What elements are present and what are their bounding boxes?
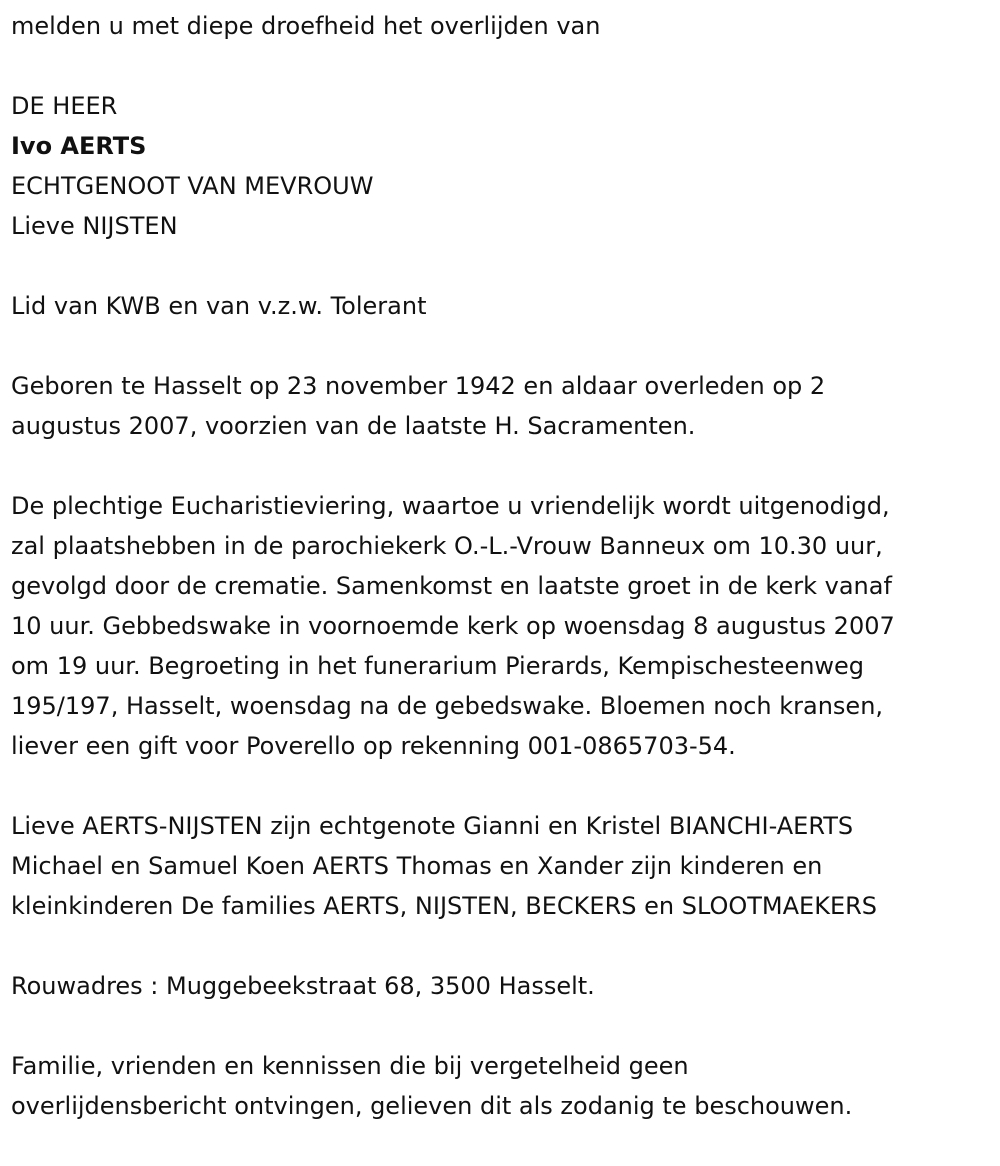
intro-line: melden u met diepe droefheid het overlijden van [11,12,601,40]
deceased-name: Ivo AERTS [11,132,147,160]
ceremony-line: 195/197, Hasselt, woensdag na de gebedswake. Bloemen noch kransen, [11,692,884,720]
membership-line: Lid van KWB en van v.z.w. Tolerant [11,292,427,320]
spacer [11,246,993,286]
spacer [11,1006,993,1046]
spacer [11,46,993,86]
birth-line: Geboren te Hasselt op 23 november 1942 en aldaar overleden op 2 [11,372,826,400]
ceremony-line: 10 uur. Gebbedswake in voornoemde kerk op woensdag 8 augustus 2007 [11,612,895,640]
family-line: kleinkinderen De families AERTS, NIJSTEN, BECKERS en SLOOTMAEKERS [11,892,878,920]
spouse-name: Lieve NIJSTEN [11,212,178,240]
spacer [11,446,993,486]
ceremony-line: gevolgd door de crematie. Samenkomst en laatste groet in de kerk vanaf [11,572,892,600]
family-line: Lieve AERTS-NIJSTEN zijn echtgenote Gianni en Kristel BIANCHI-AERTS [11,812,854,840]
ceremony-line: liever een gift voor Poverello op rekenning 001-0865703-54. [11,732,736,760]
ceremony-line: De plechtige Eucharistieviering, waartoe u vriendelijk wordt uitgenodigd, [11,492,890,520]
spacer [11,926,993,966]
spouse-label: ECHTGENOOT VAN MEVROUW [11,172,374,200]
family-paragraph [11,806,993,926]
closing-line: overlijdensbericht ontvingen, gelieven dit als zodanig te beschouwen. [11,1092,853,1120]
title-line: DE HEER [11,92,118,120]
birth-line: augustus 2007, voorzien van de laatste H. Sacramenten. [11,412,696,440]
spacer [11,326,993,366]
closing-paragraph [11,1046,993,1126]
address-line: Rouwadres : Muggebeekstraat 68, 3500 Hasselt. [11,972,595,1000]
closing-line: Familie, vrienden en kennissen die bij vergetelheid geen [11,1052,689,1080]
birth-paragraph [11,366,993,446]
spacer [11,766,993,806]
family-line: Michael en Samuel Koen AERTS Thomas en Xander zijn kinderen en [11,852,823,880]
ceremony-line: zal plaatshebben in de parochiekerk O.-L.-Vrouw Banneux om 10.30 uur, [11,532,883,560]
ceremony-paragraph [11,486,993,766]
ceremony-line: om 19 uur. Begroeting in het funerarium Pierards, Kempischesteenweg [11,652,865,680]
obituary-notice [11,6,993,1126]
